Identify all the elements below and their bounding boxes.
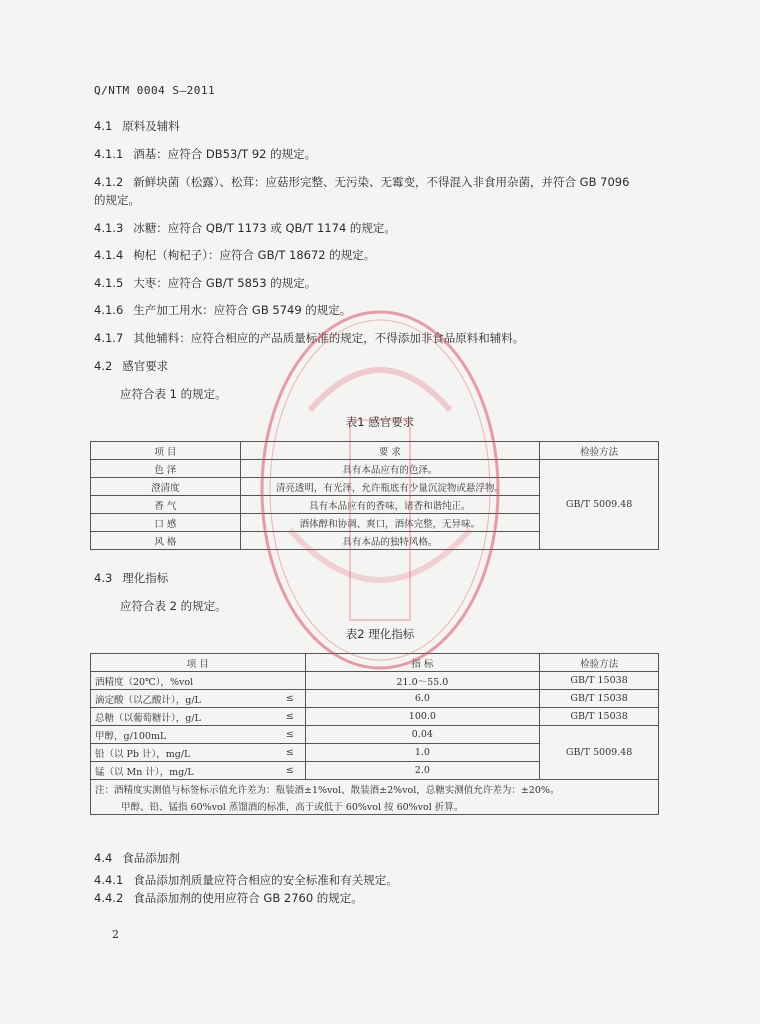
- comparison-cell: [275, 672, 305, 690]
- physicochemical-indicators-table: [90, 653, 659, 815]
- clause-4-1-2: 4.1.2 新鲜块菌（松露）、松茸：应菇形完整、无污染、无霉变，不得混入非食用杂菌，并符合 GB 7096: [94, 175, 630, 189]
- comparison-cell: ≤: [275, 744, 305, 762]
- item-cell: 澄清度: [91, 478, 241, 496]
- table-row: [91, 672, 659, 690]
- table-header-row: [91, 442, 659, 460]
- column-header: 项 目: [91, 654, 306, 672]
- method-cell: GB/T 15038: [540, 708, 659, 726]
- table-header-row: [91, 654, 659, 672]
- value-cell: 21.0～55.0: [305, 672, 540, 690]
- clause-4-1-3: 4.1.3 冰糖：应符合 QB/T 1173 或 QB/T 1174 的规定。: [94, 221, 396, 235]
- item-cell: 总糖（以葡萄糖计），g/L: [91, 708, 276, 726]
- method-cell: GB/T 5009.48: [540, 726, 659, 780]
- item-cell: 风 格: [91, 532, 241, 550]
- clause-4-1-6: 4.1.6 生产加工用水：应符合 GB 5749 的规定。: [94, 303, 352, 317]
- clause-4-1-7: 4.1.7 其他辅料：应符合相应的产品质量标准的规定，不得添加非食品原料和辅料。: [94, 331, 525, 345]
- column-header: 项 目: [91, 442, 241, 460]
- item-cell: 色 泽: [91, 460, 241, 478]
- column-header: 要 求: [240, 442, 539, 460]
- item-cell: 铅（以 Pb 计），mg/L: [91, 744, 276, 762]
- clause-4-1-2-continued: 的规定。: [94, 193, 140, 207]
- comparison-cell: ≤: [275, 726, 305, 744]
- requirement-cell: 具有本品应有的香味，诸香和谐纯正。: [240, 496, 539, 514]
- column-header: 指 标: [305, 654, 540, 672]
- table-note-row: [91, 780, 659, 798]
- table-1-caption: 表1 感官要求: [345, 415, 415, 429]
- comparison-cell: ≤: [275, 690, 305, 708]
- section-4-2-heading: 4.2 感官要求: [94, 359, 169, 373]
- table-note-line-2: 甲醇、铅、锰指 60%vol 蒸馏酒的标准，高于或低于 60%vol 按 60%vol 折算。: [91, 797, 659, 815]
- comparison-cell: ≤: [275, 708, 305, 726]
- section-4-3-heading: 4.3 理化指标: [94, 571, 169, 585]
- column-header: 检验方法: [540, 654, 659, 672]
- item-cell: 锰（以 Mn 计），mg/L: [91, 762, 276, 780]
- table-note-line-1: 注：酒精度实测值与标签标示值允许差为：瓶装酒±1%vol、散装酒±2%vol，总糖实测值允许差为：±20%。: [91, 780, 659, 798]
- item-cell: 甲醇，g/100mL: [91, 726, 276, 744]
- table-row: [91, 460, 659, 478]
- section-4-3-text: 应符合表 2 的规定。: [120, 599, 227, 613]
- value-cell: 6.0: [305, 690, 540, 708]
- value-cell: 1.0: [305, 744, 540, 762]
- table-row: [91, 708, 659, 726]
- clause-4-1-5: 4.1.5 大枣：应符合 GB/T 5853 的规定。: [94, 276, 317, 290]
- standard-code-header: Q/NTM 0004 S—2011: [94, 84, 216, 97]
- value-cell: 0.04: [305, 726, 540, 744]
- section-4-2-text: 应符合表 1 的规定。: [120, 387, 227, 401]
- comparison-cell: ≤: [275, 762, 305, 780]
- value-cell: 100.0: [305, 708, 540, 726]
- clause-4-1-1: 4.1.1 酒基：应符合 DB53/T 92 的规定。: [94, 147, 317, 161]
- sensory-requirements-table: [90, 441, 659, 550]
- page-number: 2: [112, 928, 119, 941]
- method-cell: GB/T 15038: [540, 672, 659, 690]
- requirement-cell: 具有本品的独特风格。: [240, 532, 539, 550]
- section-4-4-heading: 4.4 食品添加剂: [94, 851, 180, 865]
- item-cell: 滴定酸（以乙酸计），g/L: [91, 690, 276, 708]
- item-cell: 酒精度（20℃），%vol: [91, 672, 276, 690]
- section-4-1-heading: 4.1 原料及辅料: [94, 119, 180, 133]
- method-cell: GB/T 15038: [540, 690, 659, 708]
- requirement-cell: 具有本品应有的色泽。: [240, 460, 539, 478]
- value-cell: 2.0: [305, 762, 540, 780]
- requirement-cell: 清亮透明，有光泽，允许瓶底有少量沉淀物或悬浮物。: [240, 478, 539, 496]
- item-cell: 口 感: [91, 514, 241, 532]
- item-cell: 香 气: [91, 496, 241, 514]
- table-row: [91, 690, 659, 708]
- clause-4-1-4: 4.1.4 枸杞（枸杞子）：应符合 GB/T 18672 的规定。: [94, 248, 376, 262]
- clause-4-4-1: 4.4.1 食品添加剂质量应符合相应的安全标准和有关规定。: [94, 873, 398, 887]
- table-row: [91, 726, 659, 744]
- table-note-row: [91, 797, 659, 815]
- clause-4-4-2: 4.4.2 食品添加剂的使用应符合 GB 2760 的规定。: [94, 891, 363, 905]
- requirement-cell: 酒体醇和协调、爽口，酒体完整，无异味。: [240, 514, 539, 532]
- table-2-caption: 表2 理化指标: [345, 627, 415, 641]
- method-cell: GB/T 5009.48: [540, 460, 659, 550]
- column-header: 检验方法: [540, 442, 659, 460]
